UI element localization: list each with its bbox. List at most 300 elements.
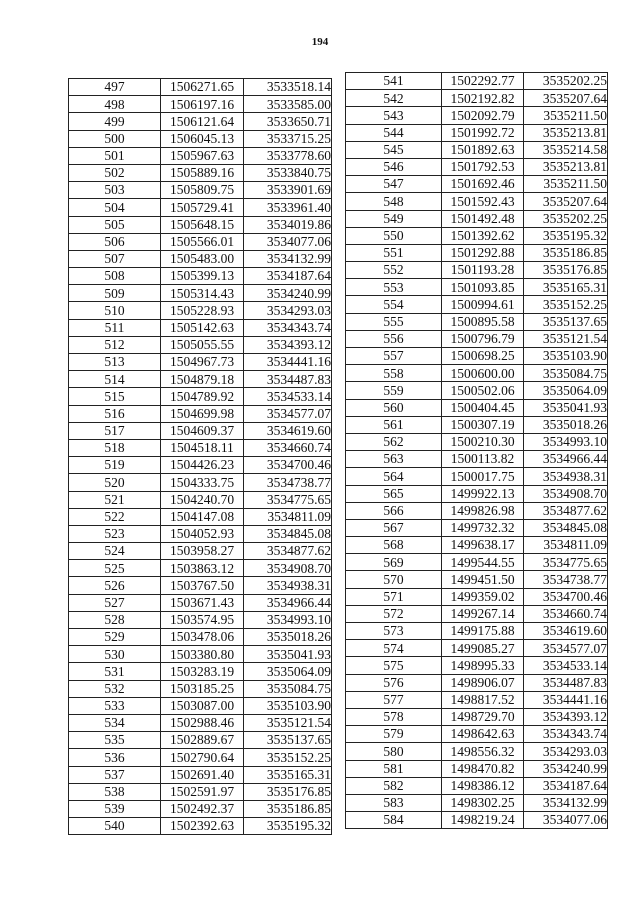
table-row [346,519,608,536]
table-row [346,743,608,760]
y-coordinate: 3534966.44 [244,594,332,611]
x-coordinate: 1498470.82 [442,760,524,777]
point-number: 552 [346,262,442,279]
x-coordinate: 1505967.63 [161,147,244,164]
point-number: 551 [346,244,442,261]
y-coordinate: 3535137.65 [524,313,608,330]
y-coordinate: 3534619.60 [524,623,608,640]
coordinates-table-left [68,78,332,835]
table-row [69,388,332,405]
table-row [69,680,332,697]
y-coordinate: 3535202.25 [524,210,608,227]
y-coordinate: 3534938.31 [244,577,332,594]
point-number: 576 [346,674,442,691]
x-coordinate: 1500994.61 [442,296,524,313]
y-coordinate: 3534993.10 [524,433,608,450]
y-coordinate: 3535202.25 [524,73,608,90]
x-coordinate: 1505314.43 [161,285,244,302]
y-coordinate: 3534908.70 [524,485,608,502]
point-number: 580 [346,743,442,760]
x-coordinate: 1502790.64 [161,749,244,766]
x-coordinate: 1501892.63 [442,141,524,158]
point-number: 570 [346,571,442,588]
y-coordinate: 3534908.70 [244,560,332,577]
point-number: 510 [69,302,161,319]
y-coordinate: 3535207.64 [524,193,608,210]
x-coordinate: 1503863.12 [161,560,244,577]
x-coordinate: 1503087.00 [161,697,244,714]
x-coordinate: 1500600.00 [442,365,524,382]
x-coordinate: 1502392.63 [161,818,244,835]
point-number: 530 [69,646,161,663]
point-number: 553 [346,279,442,296]
point-number: 535 [69,732,161,749]
table-row [346,640,608,657]
y-coordinate: 3535176.85 [244,783,332,800]
x-coordinate: 1503185.25 [161,680,244,697]
x-coordinate: 1502691.40 [161,766,244,783]
point-number: 508 [69,268,161,285]
table-row [69,164,332,181]
table-row [346,330,608,347]
x-coordinate: 1504699.98 [161,405,244,422]
x-coordinate: 1498386.12 [442,777,524,794]
table-row [69,130,332,147]
y-coordinate: 3534441.16 [244,354,332,371]
table-row [346,571,608,588]
table-row [346,365,608,382]
table-row [346,124,608,141]
table-row [69,800,332,817]
point-number: 528 [69,611,161,628]
y-coordinate: 3534877.62 [244,543,332,560]
table-row [69,749,332,766]
x-coordinate: 1501992.72 [442,124,524,141]
table-row [346,73,608,90]
point-number: 563 [346,451,442,468]
x-coordinate: 1504879.18 [161,371,244,388]
table-row [346,674,608,691]
point-number: 555 [346,313,442,330]
table-row [69,439,332,456]
x-coordinate: 1501392.62 [442,227,524,244]
table-row [69,525,332,542]
x-coordinate: 1500895.58 [442,313,524,330]
y-coordinate: 3534487.83 [524,674,608,691]
table-row [69,268,332,285]
point-number: 547 [346,176,442,193]
y-coordinate: 3534700.46 [524,588,608,605]
x-coordinate: 1499826.98 [442,502,524,519]
x-coordinate: 1505566.01 [161,233,244,250]
page-number: 194 [311,36,329,48]
point-number: 561 [346,416,442,433]
y-coordinate: 3534775.65 [524,554,608,571]
x-coordinate: 1504609.37 [161,422,244,439]
table-row [69,783,332,800]
point-number: 536 [69,749,161,766]
table-row [69,577,332,594]
y-coordinate: 3534293.03 [244,302,332,319]
table-row [69,285,332,302]
table-row [69,491,332,508]
table-row [69,79,332,96]
y-coordinate: 3534187.64 [244,268,332,285]
point-number: 503 [69,182,161,199]
x-coordinate: 1500698.25 [442,348,524,365]
point-number: 575 [346,657,442,674]
table-row [69,543,332,560]
y-coordinate: 3535186.85 [244,800,332,817]
table-row [346,623,608,640]
point-number: 566 [346,502,442,519]
y-coordinate: 3533715.25 [244,130,332,147]
point-number: 498 [69,96,161,113]
point-number: 560 [346,399,442,416]
point-number: 549 [346,210,442,227]
table-row [346,313,608,330]
table-row [346,760,608,777]
x-coordinate: 1505648.15 [161,216,244,233]
y-coordinate: 3535195.32 [244,818,332,835]
y-coordinate: 3534019.86 [244,216,332,233]
y-coordinate: 3534845.08 [244,525,332,542]
y-coordinate: 3534077.06 [524,812,608,829]
table-row [346,399,608,416]
table-row [69,371,332,388]
point-number: 523 [69,525,161,542]
y-coordinate: 3535165.31 [524,279,608,296]
x-coordinate: 1503767.50 [161,577,244,594]
point-number: 564 [346,468,442,485]
y-coordinate: 3535165.31 [244,766,332,783]
point-number: 569 [346,554,442,571]
table-row [69,818,332,835]
x-coordinate: 1504240.70 [161,491,244,508]
x-coordinate: 1499638.17 [442,537,524,554]
x-coordinate: 1505809.75 [161,182,244,199]
table-row [346,244,608,261]
point-number: 518 [69,439,161,456]
y-coordinate: 3534738.77 [524,571,608,588]
x-coordinate: 1501692.46 [442,176,524,193]
table-row [69,336,332,353]
table-row [346,348,608,365]
x-coordinate: 1501592.43 [442,193,524,210]
x-coordinate: 1499267.14 [442,605,524,622]
table-row [346,777,608,794]
table-row [69,646,332,663]
table-row [69,302,332,319]
point-number: 559 [346,382,442,399]
x-coordinate: 1502988.46 [161,714,244,731]
y-coordinate: 3533840.75 [244,164,332,181]
point-number: 505 [69,216,161,233]
point-number: 534 [69,714,161,731]
table-row [346,296,608,313]
x-coordinate: 1506121.64 [161,113,244,130]
y-coordinate: 3535084.75 [244,680,332,697]
point-number: 543 [346,107,442,124]
x-coordinate: 1503380.80 [161,646,244,663]
point-number: 514 [69,371,161,388]
y-coordinate: 3535186.85 [524,244,608,261]
x-coordinate: 1499085.27 [442,640,524,657]
y-coordinate: 3534487.83 [244,371,332,388]
x-coordinate: 1500210.30 [442,433,524,450]
x-coordinate: 1500017.75 [442,468,524,485]
table-row [69,216,332,233]
y-coordinate: 3534577.07 [244,405,332,422]
table-row [69,422,332,439]
x-coordinate: 1503671.43 [161,594,244,611]
y-coordinate: 3534845.08 [524,519,608,536]
y-coordinate: 3534343.74 [524,726,608,743]
y-coordinate: 3534619.60 [244,422,332,439]
point-number: 522 [69,508,161,525]
table-row [346,227,608,244]
table-row [69,560,332,577]
table-row [69,113,332,130]
y-coordinate: 3534077.06 [244,233,332,250]
table-row [346,468,608,485]
point-number: 499 [69,113,161,130]
x-coordinate: 1503574.95 [161,611,244,628]
y-coordinate: 3534877.62 [524,502,608,519]
table-row [346,605,608,622]
y-coordinate: 3535103.90 [244,697,332,714]
y-coordinate: 3535213.81 [524,124,608,141]
x-coordinate: 1504789.92 [161,388,244,405]
x-coordinate: 1498995.33 [442,657,524,674]
table-row [346,451,608,468]
table-row [69,147,332,164]
point-number: 550 [346,227,442,244]
table-row [346,537,608,554]
point-number: 504 [69,199,161,216]
x-coordinate: 1502591.97 [161,783,244,800]
table-row [69,457,332,474]
table-row [69,594,332,611]
x-coordinate: 1500113.82 [442,451,524,468]
point-number: 529 [69,629,161,646]
point-number: 548 [346,193,442,210]
table-row [69,182,332,199]
point-number: 582 [346,777,442,794]
y-coordinate: 3534187.64 [524,777,608,794]
x-coordinate: 1499732.32 [442,519,524,536]
table-row [346,794,608,811]
point-number: 516 [69,405,161,422]
y-coordinate: 3533650.71 [244,113,332,130]
y-coordinate: 3535137.65 [244,732,332,749]
table-row [69,199,332,216]
x-coordinate: 1501492.48 [442,210,524,227]
point-number: 578 [346,708,442,725]
table-row [69,319,332,336]
y-coordinate: 3534393.12 [244,336,332,353]
y-coordinate: 3533585.00 [244,96,332,113]
x-coordinate: 1499451.50 [442,571,524,588]
table-row [346,554,608,571]
y-coordinate: 3534240.99 [524,760,608,777]
y-coordinate: 3534533.14 [524,657,608,674]
table-row [346,210,608,227]
table-row [346,657,608,674]
x-coordinate: 1501292.88 [442,244,524,261]
y-coordinate: 3534132.99 [244,250,332,267]
y-coordinate: 3534577.07 [524,640,608,657]
point-number: 540 [69,818,161,835]
y-coordinate: 3535084.75 [524,365,608,382]
x-coordinate: 1506197.16 [161,96,244,113]
x-coordinate: 1498817.52 [442,691,524,708]
y-coordinate: 3535064.09 [244,663,332,680]
y-coordinate: 3534533.14 [244,388,332,405]
x-coordinate: 1503478.06 [161,629,244,646]
point-number: 524 [69,543,161,560]
y-coordinate: 3534775.65 [244,491,332,508]
table-row [69,766,332,783]
x-coordinate: 1505055.55 [161,336,244,353]
table-row [346,262,608,279]
x-coordinate: 1502092.79 [442,107,524,124]
x-coordinate: 1504426.23 [161,457,244,474]
table-row [346,588,608,605]
point-number: 512 [69,336,161,353]
x-coordinate: 1498556.32 [442,743,524,760]
point-number: 544 [346,124,442,141]
x-coordinate: 1505889.16 [161,164,244,181]
y-coordinate: 3535213.81 [524,158,608,175]
x-coordinate: 1505483.00 [161,250,244,267]
point-number: 539 [69,800,161,817]
point-number: 506 [69,233,161,250]
point-number: 554 [346,296,442,313]
point-number: 521 [69,491,161,508]
y-coordinate: 3535018.26 [524,416,608,433]
point-number: 583 [346,794,442,811]
y-coordinate: 3535207.64 [524,90,608,107]
x-coordinate: 1501093.85 [442,279,524,296]
point-number: 507 [69,250,161,267]
y-coordinate: 3534660.74 [524,605,608,622]
point-number: 525 [69,560,161,577]
y-coordinate: 3535152.25 [244,749,332,766]
x-coordinate: 1505142.63 [161,319,244,336]
point-number: 511 [69,319,161,336]
table-row [69,250,332,267]
table-row [69,474,332,491]
x-coordinate: 1506271.65 [161,79,244,96]
x-coordinate: 1500307.19 [442,416,524,433]
y-coordinate: 3534441.16 [524,691,608,708]
y-coordinate: 3534132.99 [524,794,608,811]
table-row [69,354,332,371]
x-coordinate: 1498302.25 [442,794,524,811]
y-coordinate: 3534966.44 [524,451,608,468]
coordinates-table-right [345,72,608,829]
table-row [346,708,608,725]
y-coordinate: 3535064.09 [524,382,608,399]
point-number: 568 [346,537,442,554]
x-coordinate: 1502889.67 [161,732,244,749]
point-number: 513 [69,354,161,371]
point-number: 557 [346,348,442,365]
y-coordinate: 3534293.03 [524,743,608,760]
y-coordinate: 3534343.74 [244,319,332,336]
y-coordinate: 3535041.93 [524,399,608,416]
table-row [346,107,608,124]
table-row [69,233,332,250]
y-coordinate: 3535214.58 [524,141,608,158]
x-coordinate: 1504333.75 [161,474,244,491]
point-number: 567 [346,519,442,536]
x-coordinate: 1504147.08 [161,508,244,525]
x-coordinate: 1504967.73 [161,354,244,371]
table-row [346,193,608,210]
point-number: 562 [346,433,442,450]
y-coordinate: 3534240.99 [244,285,332,302]
y-coordinate: 3535018.26 [244,629,332,646]
point-number: 572 [346,605,442,622]
y-coordinate: 3535195.32 [524,227,608,244]
x-coordinate: 1504518.11 [161,439,244,456]
table-row [346,502,608,519]
x-coordinate: 1505729.41 [161,199,244,216]
x-coordinate: 1505399.13 [161,268,244,285]
y-coordinate: 3535041.93 [244,646,332,663]
x-coordinate: 1501792.53 [442,158,524,175]
x-coordinate: 1504052.93 [161,525,244,542]
point-number: 579 [346,726,442,743]
x-coordinate: 1499175.88 [442,623,524,640]
y-coordinate: 3534811.09 [524,537,608,554]
table-row [69,611,332,628]
point-number: 565 [346,485,442,502]
point-number: 517 [69,422,161,439]
point-number: 531 [69,663,161,680]
y-coordinate: 3533518.14 [244,79,332,96]
point-number: 526 [69,577,161,594]
y-coordinate: 3535103.90 [524,348,608,365]
x-coordinate: 1498219.24 [442,812,524,829]
point-number: 573 [346,623,442,640]
x-coordinate: 1502292.77 [442,73,524,90]
x-coordinate: 1499359.02 [442,588,524,605]
y-coordinate: 3534700.46 [244,457,332,474]
point-number: 581 [346,760,442,777]
table-row [346,812,608,829]
point-number: 502 [69,164,161,181]
table-row [69,697,332,714]
table-row [69,96,332,113]
point-number: 574 [346,640,442,657]
point-number: 571 [346,588,442,605]
point-number: 537 [69,766,161,783]
table-row [346,433,608,450]
point-number: 577 [346,691,442,708]
point-number: 527 [69,594,161,611]
x-coordinate: 1498906.07 [442,674,524,691]
table-row [346,416,608,433]
point-number: 541 [346,73,442,90]
y-coordinate: 3535211.50 [524,107,608,124]
point-number: 515 [69,388,161,405]
x-coordinate: 1500502.06 [442,382,524,399]
table-row [69,663,332,680]
table-row [346,382,608,399]
